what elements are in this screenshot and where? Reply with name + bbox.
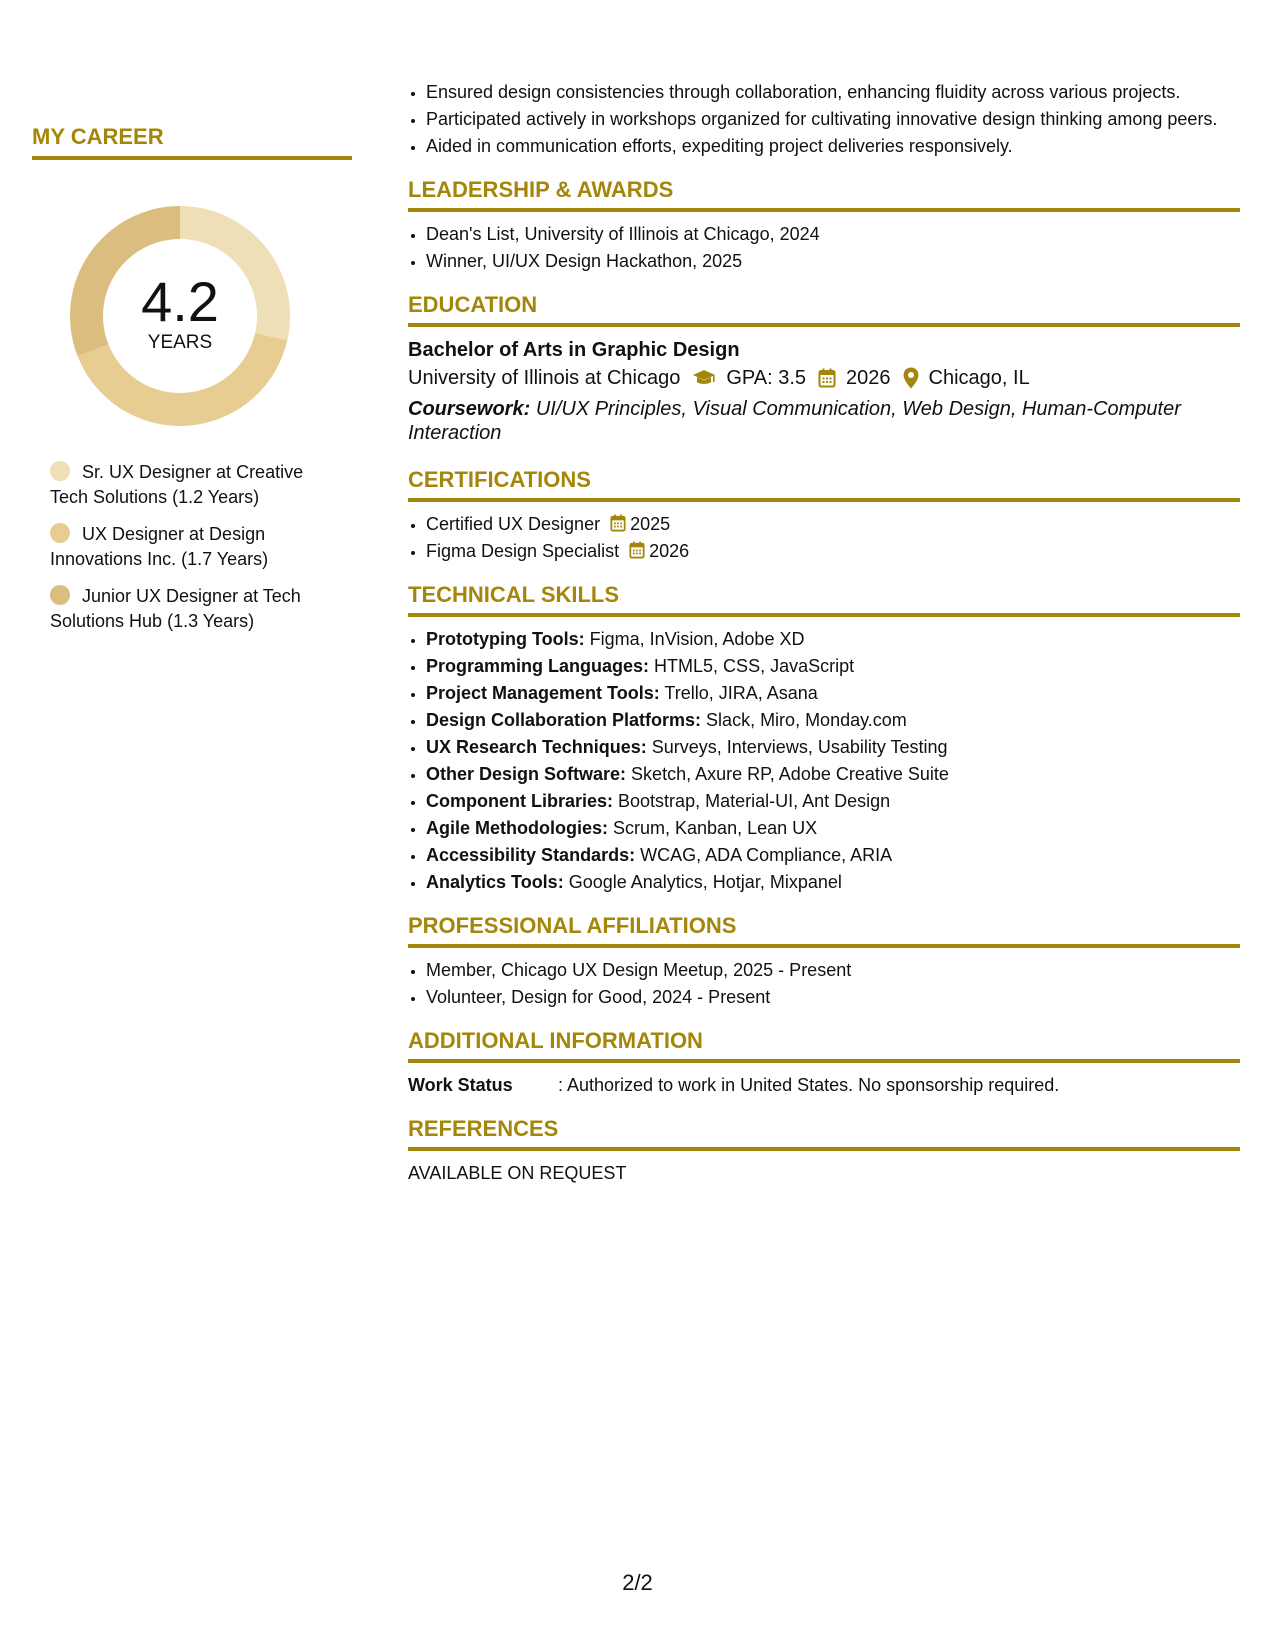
donut-center <box>66 202 294 430</box>
calendar-icon <box>818 368 836 388</box>
graduation-cap-icon <box>692 369 716 387</box>
skill-item <box>426 654 1240 679</box>
legend-item <box>50 584 340 634</box>
legend-label: Junior UX Designer at Tech Solutions Hub (1.3 Years) <box>50 586 301 631</box>
skill-item <box>426 762 1240 787</box>
skill-label: Accessibility Standards: <box>426 845 636 865</box>
skill-value: WCAG, ADA Compliance, ARIA <box>640 845 893 865</box>
gpa: GPA: 3.5 <box>726 367 807 389</box>
skill-item <box>426 870 1240 895</box>
affiliation-item: • Member, Chicago UX Design Meetup, 2025 - Present <box>426 958 1240 983</box>
skill-item <box>426 789 1240 814</box>
skill-value: HTML5, CSS, JavaScript <box>654 656 855 676</box>
leadership-title: LEADERSHIP & AWARDS <box>408 177 1240 212</box>
skill-item <box>426 681 1240 706</box>
skill-item <box>426 843 1240 868</box>
school-location: Chicago, IL <box>928 367 1030 389</box>
skill-value: Scrum, Kanban, Lean UX <box>613 818 818 838</box>
leadership-item: • Dean's List, University of Illinois at Chicago, 2024 <box>426 222 1240 247</box>
certification-name: Certified UX Designer <box>426 514 601 534</box>
legend-label: Sr. UX Designer at Creative Tech Solutions (1.2 Years) <box>50 462 304 507</box>
additional-info-title: ADDITIONAL INFORMATION <box>408 1028 1240 1063</box>
skills-list <box>408 627 1240 895</box>
skill-label: Agile Methodologies: <box>426 818 608 838</box>
skill-label: Project Management Tools: <box>426 683 660 703</box>
skill-label: Other Design Software: <box>426 764 627 784</box>
school-name: University of Illinois at Chicago <box>408 367 681 389</box>
coursework-list: UI/UX Principles, Visual Communication, Web Design, Human-Computer Interaction <box>408 398 1181 444</box>
skill-item <box>426 816 1240 841</box>
skill-label: Component Libraries: <box>426 791 614 811</box>
skill-label: Design Collaboration Platforms: <box>426 710 702 730</box>
work-status-value: : Authorized to work in United States. No sponsorship required. <box>558 1075 1060 1095</box>
legend-item <box>50 460 340 510</box>
certifications-list <box>408 512 1240 564</box>
legend-dot <box>50 523 70 543</box>
calendar-icon <box>610 514 626 532</box>
certification-year: 2025 <box>630 514 671 534</box>
total-years-value: 4.2 <box>141 270 219 333</box>
skill-value: Surveys, Interviews, Usability Testing <box>651 737 948 757</box>
coursework <box>408 397 1240 445</box>
experience-bullet: • Aided in communication efforts, expediting project deliveries responsively. <box>426 134 1240 159</box>
legend-dot <box>50 461 70 481</box>
certification-item <box>426 512 1240 537</box>
education-title: EDUCATION <box>408 292 1240 327</box>
experience-bullet: • Participated actively in workshops organized for cultivating innovative design thinking among peers. <box>426 107 1240 132</box>
leadership-list <box>408 222 1240 274</box>
references-text: AVAILABLE ON REQUEST <box>408 1163 627 1183</box>
skill-value: Trello, JIRA, Asana <box>664 683 818 703</box>
skill-label: Prototyping Tools: <box>426 629 585 649</box>
work-status-label: Work Status <box>408 1075 513 1095</box>
main-content <box>408 80 1240 1186</box>
graduation-year: 2026 <box>846 367 891 389</box>
skill-value: Bootstrap, Material-UI, Ant Design <box>618 791 891 811</box>
certification-name: Figma Design Specialist <box>426 541 620 561</box>
skill-value: Sketch, Axure RP, Adobe Creative Suite <box>631 764 949 784</box>
skill-label: UX Research Techniques: <box>426 737 647 757</box>
skills-title: TECHNICAL SKILLS <box>408 582 1240 617</box>
affiliations-title: PROFESSIONAL AFFILIATIONS <box>408 913 1240 948</box>
coursework-label: Coursework: <box>408 398 531 420</box>
skill-item <box>426 708 1240 733</box>
experience-bullets <box>408 80 1240 159</box>
sidebar <box>32 124 352 646</box>
career-title: MY CAREER <box>32 124 352 160</box>
education-meta <box>408 363 1240 393</box>
calendar-icon <box>629 541 645 559</box>
legend-dot <box>50 585 70 605</box>
skill-value: Google Analytics, Hotjar, Mixpanel <box>568 872 842 892</box>
certifications-title: CERTIFICATIONS <box>408 467 1240 502</box>
location-pin-icon <box>903 367 919 389</box>
references-title: REFERENCES <box>408 1116 1240 1151</box>
work-status-row <box>408 1073 1240 1098</box>
skill-value: Figma, InVision, Adobe XD <box>589 629 805 649</box>
career-legend <box>32 460 340 634</box>
leadership-item: • Winner, UI/UX Design Hackathon, 2025 <box>426 249 1240 274</box>
skill-item <box>426 735 1240 760</box>
legend-label: UX Designer at Design Innovations Inc. (1.7 Years) <box>50 524 269 569</box>
legend-item <box>50 522 340 572</box>
career-donut-chart <box>66 202 294 430</box>
degree-name: Bachelor of Arts in Graphic Design <box>408 339 740 361</box>
affiliation-item: • Volunteer, Design for Good, 2024 - Present <box>426 985 1240 1010</box>
experience-bullet: • Ensured design consistencies through collaboration, enhancing fluidity across various projects. <box>426 80 1240 105</box>
skill-label: Analytics Tools: <box>426 872 564 892</box>
skill-value: Slack, Miro, Monday.com <box>706 710 907 730</box>
certification-year: 2026 <box>649 541 690 561</box>
skill-label: Programming Languages: <box>426 656 650 676</box>
affiliations-list <box>408 958 1240 1010</box>
certification-item <box>426 539 1240 564</box>
page-number: 2/2 <box>622 1570 653 1595</box>
total-years-unit: YEARS <box>147 332 213 353</box>
skill-item <box>426 627 1240 652</box>
